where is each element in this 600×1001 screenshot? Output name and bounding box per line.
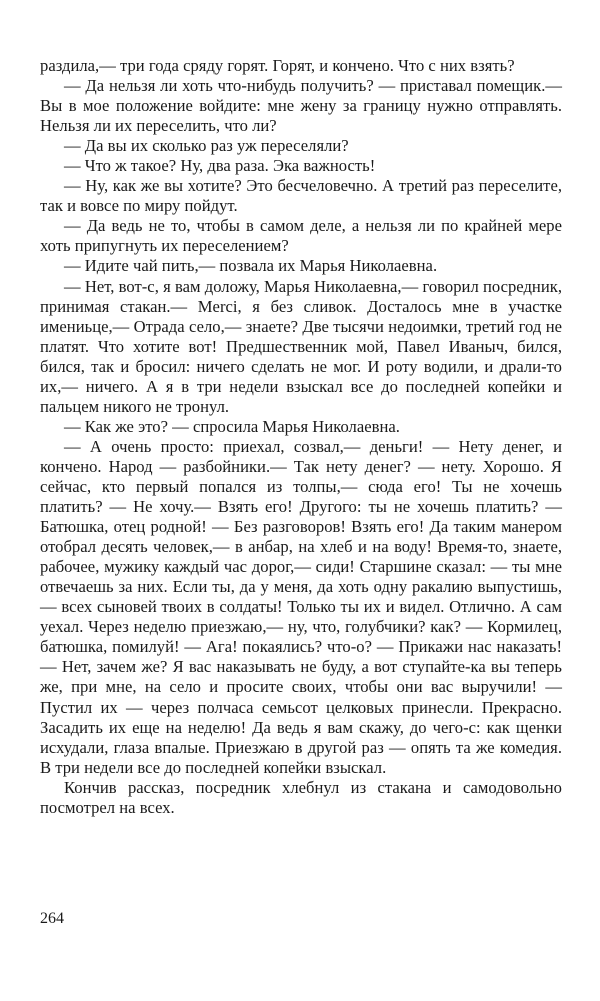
paragraph: — Что ж такое? Ну, два раза. Эка важность!	[64, 156, 376, 176]
paragraph: — Как же это? — спросила Марья Николаевна.	[64, 416, 400, 436]
page-number: 264	[40, 910, 64, 927]
paragraph: — Идите чай пить,— позвала их Марья Николаевна.	[64, 256, 438, 276]
paragraph: — А очень просто: приехал, созвал,— деньги! — Нету денег, и кончено. Народ — разбойники.— Так нету денег? — нету. Хорошо. Я сейчас, кто первый попался из толпы,— сюда его! Ты не хочешь платить? — Не хочу.— Взять его! Другого: ты не хочешь платить? — Батюшка, отец родной! — Без разговоров! Взять его! Да таким манером отобрал десять человек,— в анбар, на хлеб и на воду! Время-то, знаете, рабочее, мужику каждый час дорог,— сиди! Старшине сказал: — ты мне отвечаешь за них. Если ты, да у меня, да хоть одну ракалию выпустишь,— всех сыновей твоих в солдаты! Только ты их и видел. Отлично. А сам уехал. Через неделю приезжаю,— ну, что, голубчики? как? — Кормилец, батюшка, помилуй! — Ага! покаялись? что-о? — Прикажи нас наказать! — Нет, зачем же? Я вас наказывать не буду, а вот ступайте-ка вы теперь же, при мне, на село и просите своих, чтобы они вас выручили! — Пустил их — через полчаса семьсот целковых принесли. Прекрасно. Засадить их еще на неделю! Да ведь я вам скажу, до чего-с: как щенки исхудали, глаза впалые. Приезжаю в другой раз — опять та же комедия. В три недели все до последней копейки взыскал.	[40, 436, 562, 777]
paragraph: раздила,— три года сряду горят. Горят, и кончено. Что с них взять?	[40, 56, 515, 75]
paragraph: — Да нельзя ли хоть что-нибудь получить? — приставал помещик.— Вы в мое положение войдите: мне жену за границу нужно отправлять. Нельзя ли их переселить, что ли?	[40, 76, 562, 136]
paragraph: — Ну, как же вы хотите? Это бесчеловечно. А третий раз переселите, так и вовсе по миру пойдут.	[40, 176, 562, 216]
paragraph: — Да вы их сколько раз уж переселяли?	[64, 136, 349, 156]
paragraph: — Нет, вот-с, я вам доложу, Марья Николаевна,— говорил посредник, принимая стакан.— Merci, я без сливок. Досталось мне в участке имениьце,— Отрада село,— знаете? Две тысячи недоимки, третий год не платят. Что хотите вот! Предшественник мой, Павел Иваныч, бился, бился, так и бросил: ничего сделать не мог. И роту водили, и драли-то их,— ничего. А я в три недели взыскал все до последней копейки и пальцем никого не тронул.	[40, 276, 562, 416]
page-body-text	[40, 56, 562, 818]
paragraph: — Да ведь не то, чтобы в самом деле, а нельзя ли по крайней мере хоть припугнуть их переселением?	[40, 216, 562, 256]
paragraph: Кончив рассказ, посредник хлебнул из стакана и самодовольно посмотрел на всех.	[40, 777, 562, 817]
